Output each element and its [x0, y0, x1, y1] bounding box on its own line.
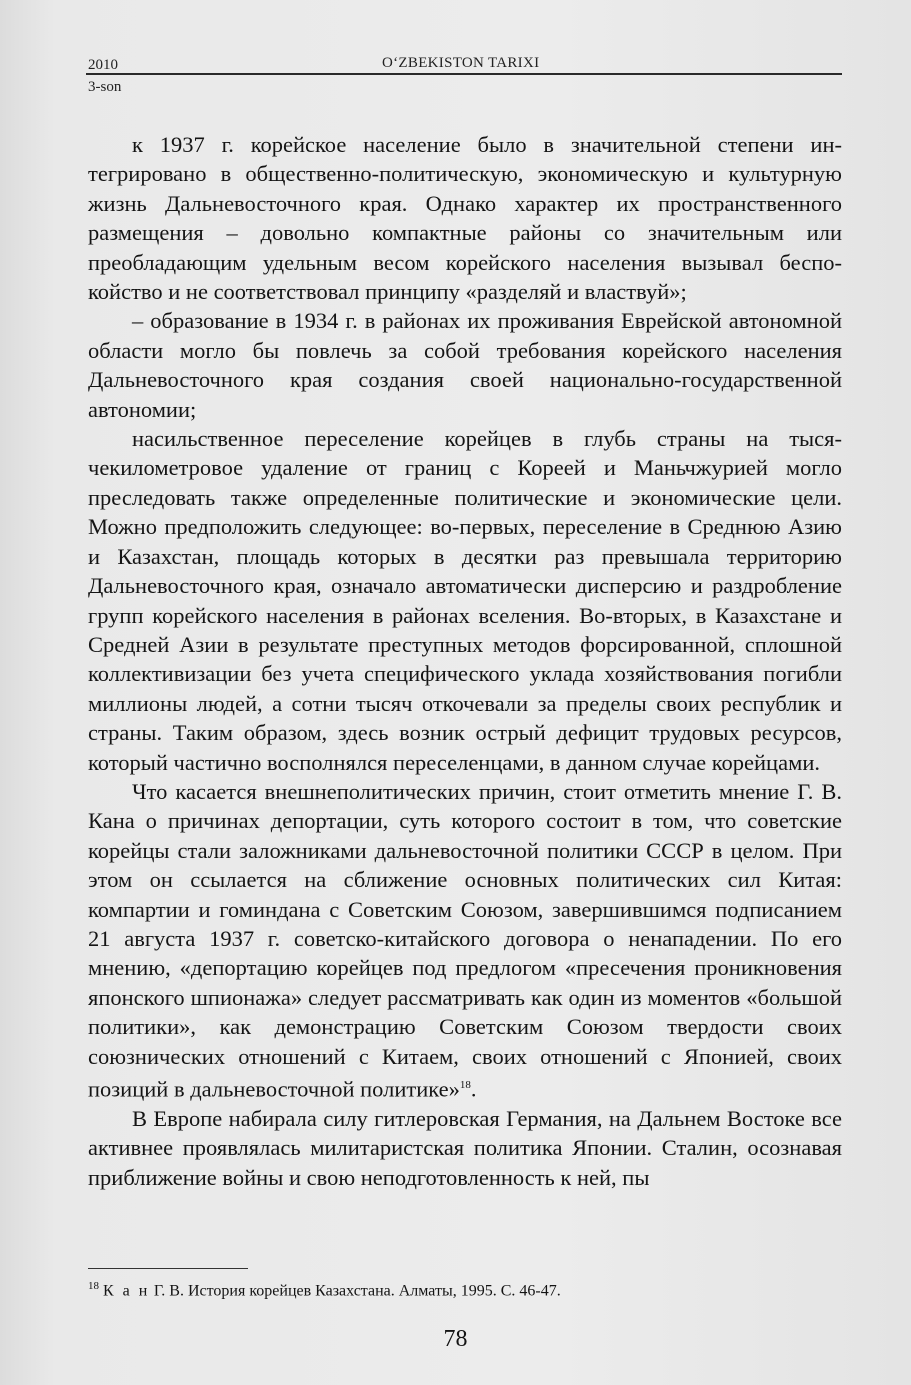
paragraph-2: – образование в 1934 г. в районах их проживания Еврейской автономной области могло бы повлечь за собой требования корейского населения Дальневосточного края создания своей национально-государственной автономии; — [88, 308, 842, 422]
footnote — [88, 1276, 842, 1301]
paragraph-5: В Европе набирала силу гитлеровская Германия, на Дальнем Востоке все активнее проявлялась милитаристская политика Японии. Сталин, осознавая приближение войны и свою неподготовленность к ней, пы — [88, 1105, 842, 1190]
article-body — [88, 130, 842, 1192]
footnote-author: К а н — [103, 1282, 150, 1300]
header-issue: 3-son — [88, 79, 122, 95]
page-number: 78 — [443, 1326, 468, 1352]
header-year: 2010 — [88, 57, 118, 73]
header-rule — [86, 73, 842, 75]
paragraph-3: насильственное переселение корейцев в глубь страны на тысячекилометровое удаление от границ с Кореей и Маньчжурией могло преследовать также определенные политические и экономические цели. Можно предположить следующее: во-первых, переселение в Среднюю Азию и Казахстан, площадь которых в десятки раз превышала территорию Дальневосточного края, означало автоматически дисперсию и раздробление групп корейского населения в районах вселения. Во-вторых, в Казахстане и Средней Азии в результате преступных методов форсированной, сплошной коллективизации без учета специфического уклада хозяйствования погибли миллионы людей, а сотни тысяч откочевали за пределы своих республик и страны. Таким образом, здесь возник острый дефицит трудовых ресурсов, который частично восполнялся переселенцами, в данном случае корейцами. — [88, 426, 842, 775]
footnote-rule — [88, 1268, 248, 1269]
footnote-reference[interactable]: 18 — [459, 1079, 471, 1091]
paragraph-1: к 1937 г. корейское население было в значительной степени интегрировано в общественно-политическую, экономическую и культурную жизнь Дальневосточного края. Однако характер их пространственного размещения – довольно компактные районы со значительным или преобладающим удельным весом корейского населения вызывал беспокойство и не соответствовал принципу «разделяй и властвуй»; — [88, 132, 842, 305]
paragraph-4: Что касается внешнеполитических причин, стоит отметить мнение Г. В. Кана о причинах депортации, суть которого состоит в том, что советские корейцы стали заложниками дальневосточной политики СССР в целом. При этом он ссылается на сближение основных политических сил Китая: компартии и гоминдана с Советским Союзом, завершившимся подписанием 21 августа 1937 г. советско-китайского договора о ненападении. По его мнению, «депортацию корейцев под предлогом «пресечения проникновения японского шпионажа» следует рассматривать как один из моментов «большой политики», как демонстрацию Советским Союзом твердости своих союзнических отношений с Китаем, своих отношений с Японией, своих позиций в дальневосточной политике»$^{18}$. — [88, 778, 842, 1102]
footnote-text: Г. В. История корейцев Казахстана. Алматы, 1995. С. 46-47. — [153, 1282, 561, 1300]
paragraph-4-text: Что касается внешнеполитических причин, стоит отметить мнение Г. В. Кана о причинах депортации, суть которого состоит в том, что советские корейцы стали заложниками дальневосточной политики СССР в целом. При этом он ссылается на сближение основных политических сил Китая: компартии и гоминдана с Советским Союзом, завершившимся подписанием 21 августа 1937 г. советско-китайского договора о ненападении. По его мнению, «депортацию корейцев под предлогом «пресечения проникновения японского шпионажа» следует рассматривать как один из моментов «большой политики», как демонстрацию Советским Союзом твердости своих союзнических отношений с Китаем, своих отношений с Японией, своих позиций в дальневосточной политике» — [88, 778, 842, 1102]
footnote-number: 18 — [88, 1280, 99, 1292]
journal-title: O‘ZBEKISTON TARIXI — [382, 55, 540, 71]
